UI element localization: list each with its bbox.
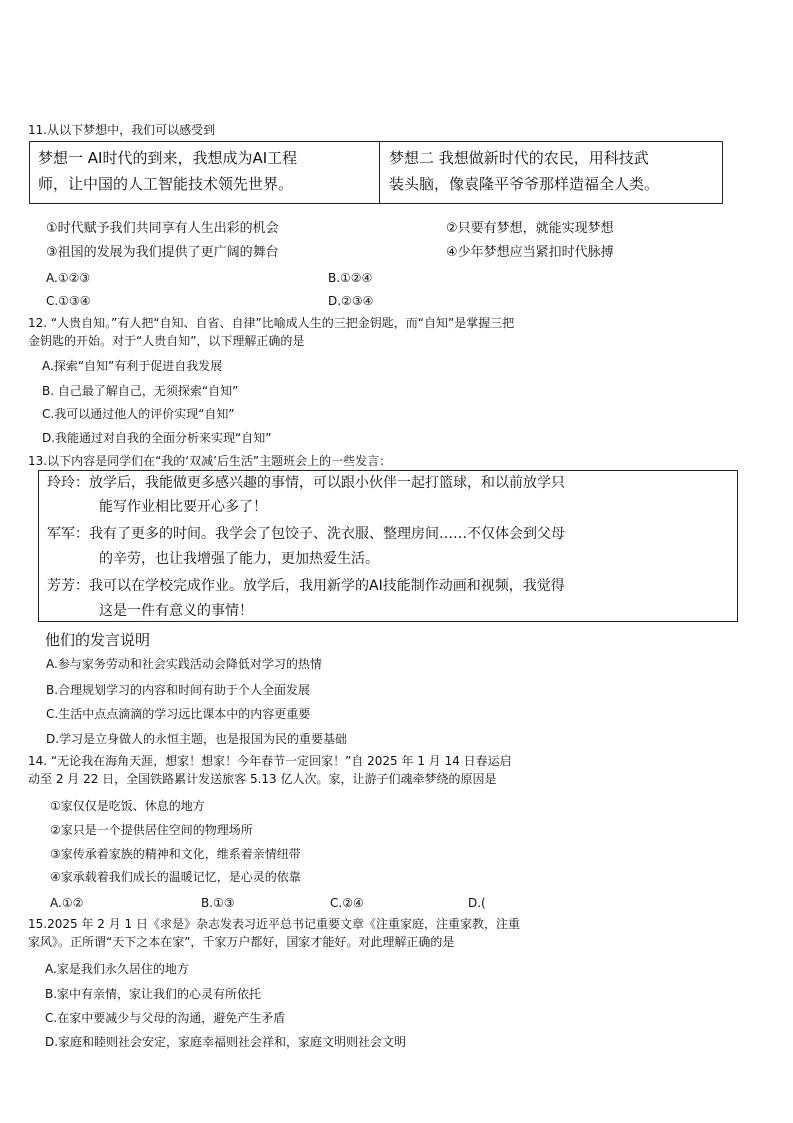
q15-stem-line1: 15.2025 年 2 月 1 日《求是》杂志发表习近平总书记重要文章《注重家庭，注重家教，注重 xyxy=(28,917,520,931)
q14-stem-line1: 14. “无论我在海角天涯，想家！想家！今年春节一定回家！”自 2025 年 1 月 14 日春运启 xyxy=(28,754,512,768)
q12-option-b[interactable]: B. 自己最了解自己，无须探索“自知” xyxy=(42,384,239,398)
q11-table-divider xyxy=(379,141,380,204)
q11-option-a[interactable]: A.①②③ xyxy=(46,271,91,285)
q14-stem-line2: 动至 2 月 22 日，全国铁路累计发送旅客 5.13 亿人次。家，让游子们魂牵梦绕的原因是 xyxy=(28,772,497,786)
q13-speech-junjun-line2: 的辛劳，也让我增强了能力，更加热爱生活。 xyxy=(99,551,379,567)
q14-option-b[interactable]: B.①③ xyxy=(201,896,235,910)
q11-option-b[interactable]: B.①②④ xyxy=(328,271,373,285)
q15-option-a[interactable]: A.家是我们永久居住的地方 xyxy=(45,962,189,976)
q11-statement-4: ④少年梦想应当紧扣时代脉搏 xyxy=(446,245,614,260)
q11-statement-2: ②只要有梦想，就能实现梦想 xyxy=(446,221,614,236)
q12-option-c[interactable]: C.我可以通过他人的评价实现“自知” xyxy=(42,407,235,421)
q11-dream1-line1: 梦想一 AI时代的到来，我想成为AI工程 xyxy=(38,149,298,167)
q15-option-d[interactable]: D.家庭和睦则社会安定，家庭幸福则社会祥和，家庭文明则社会文明 xyxy=(45,1035,407,1049)
q14-statement-2: ②家只是一个提供居住空间的物理场所 xyxy=(50,823,253,837)
q12-option-a[interactable]: A.探索“自知”有利于促进自我发展 xyxy=(42,359,223,373)
q14-option-a[interactable]: A.①② xyxy=(50,896,84,910)
q13-prompt: 他们的发言说明 xyxy=(45,631,151,649)
q13-speech-junjun-line1: 军军：我有了更多的时间。我学会了包饺子、洗衣服、整理房间……不仅体会到父母 xyxy=(47,526,565,542)
q11-option-c[interactable]: C.①③④ xyxy=(46,294,91,308)
q11-stem: 11.从以下梦想中，我们可以感受到 xyxy=(28,123,216,137)
q15-option-b[interactable]: B.家中有亲情，家让我们的心灵有所依托 xyxy=(45,987,262,1001)
q13-option-d[interactable]: D.学习是立身做人的永恒主题，也是报国为民的重要基础 xyxy=(46,732,348,746)
q11-statement-1: ①时代赋予我们共同享有人生出彩的机会 xyxy=(46,221,279,236)
q13-speech-lingling-line2: 能写作业相比要开心多了！ xyxy=(99,499,267,515)
q13-speech-lingling-line1: 玲玲：放学后，我能做更多感兴趣的事情，可以跟小伙伴一起打篮球，和以前放学只 xyxy=(47,475,565,491)
q13-speech-fangfang-line2: 这是一件有意义的事情！ xyxy=(99,603,253,619)
q14-statement-1: ①家仅仅是吃饭、休息的地方 xyxy=(50,799,205,813)
q13-option-b[interactable]: B.合理规划学习的内容和时间有助于个人全面发展 xyxy=(46,683,311,697)
q14-statement-3: ③家传承着家族的精神和文化，维系着亲情纽带 xyxy=(50,847,301,861)
q11-dream2-line1: 梦想二 我想做新时代的农民，用科技武 xyxy=(389,149,649,167)
q13-speech-box xyxy=(38,470,738,622)
q15-stem-line2: 家风》。正所谓“天下之本在家”，千家万户都好，国家才能好。对此理解正确的是 xyxy=(28,935,455,949)
q12-stem-line1: 12. “人贵自知。”有人把“自知、自省、自律”比喻成人生的三把金钥匙，而“自知”是掌握三把 xyxy=(28,316,515,330)
q15-option-c[interactable]: C.在家中要减少与父母的沟通，避免产生矛盾 xyxy=(45,1011,286,1025)
q14-statement-4: ④家承载着我们成长的温暖记忆，是心灵的依靠 xyxy=(50,870,301,884)
q14-option-c[interactable]: C.②④ xyxy=(330,896,364,910)
q11-statement-3: ③祖国的发展为我们提供了更广阔的舞台 xyxy=(46,245,279,260)
q13-speech-fangfang-line1: 芳芳：我可以在学校完成作业。放学后，我用新学的AI技能制作动画和视频，我觉得 xyxy=(47,578,565,594)
q13-option-c[interactable]: C.生活中点点滴滴的学习远比课本中的内容更重要 xyxy=(46,707,311,721)
q11-option-d[interactable]: D.②③④ xyxy=(328,294,374,308)
q14-option-d[interactable]: D.( xyxy=(468,896,486,910)
q11-dream2-line2: 装头脑，像袁隆平爷爷那样造福全人类。 xyxy=(389,175,660,193)
q12-option-d[interactable]: D.我能通过对自我的全面分析来实现“自知” xyxy=(42,431,272,445)
q11-dream1-line2: 师，让中国的人工智能技术领先世界。 xyxy=(38,175,294,193)
q12-stem-line2: 金钥匙的开始。对于“人贵自知”，以下理解正确的是 xyxy=(28,334,305,348)
q13-stem: 13.以下内容是同学们在“我的‘双减’后生活”主题班会上的一些发言： xyxy=(28,454,392,468)
q13-option-a[interactable]: A.参与家务劳动和社会实践活动会降低对学习的热情 xyxy=(46,657,322,671)
